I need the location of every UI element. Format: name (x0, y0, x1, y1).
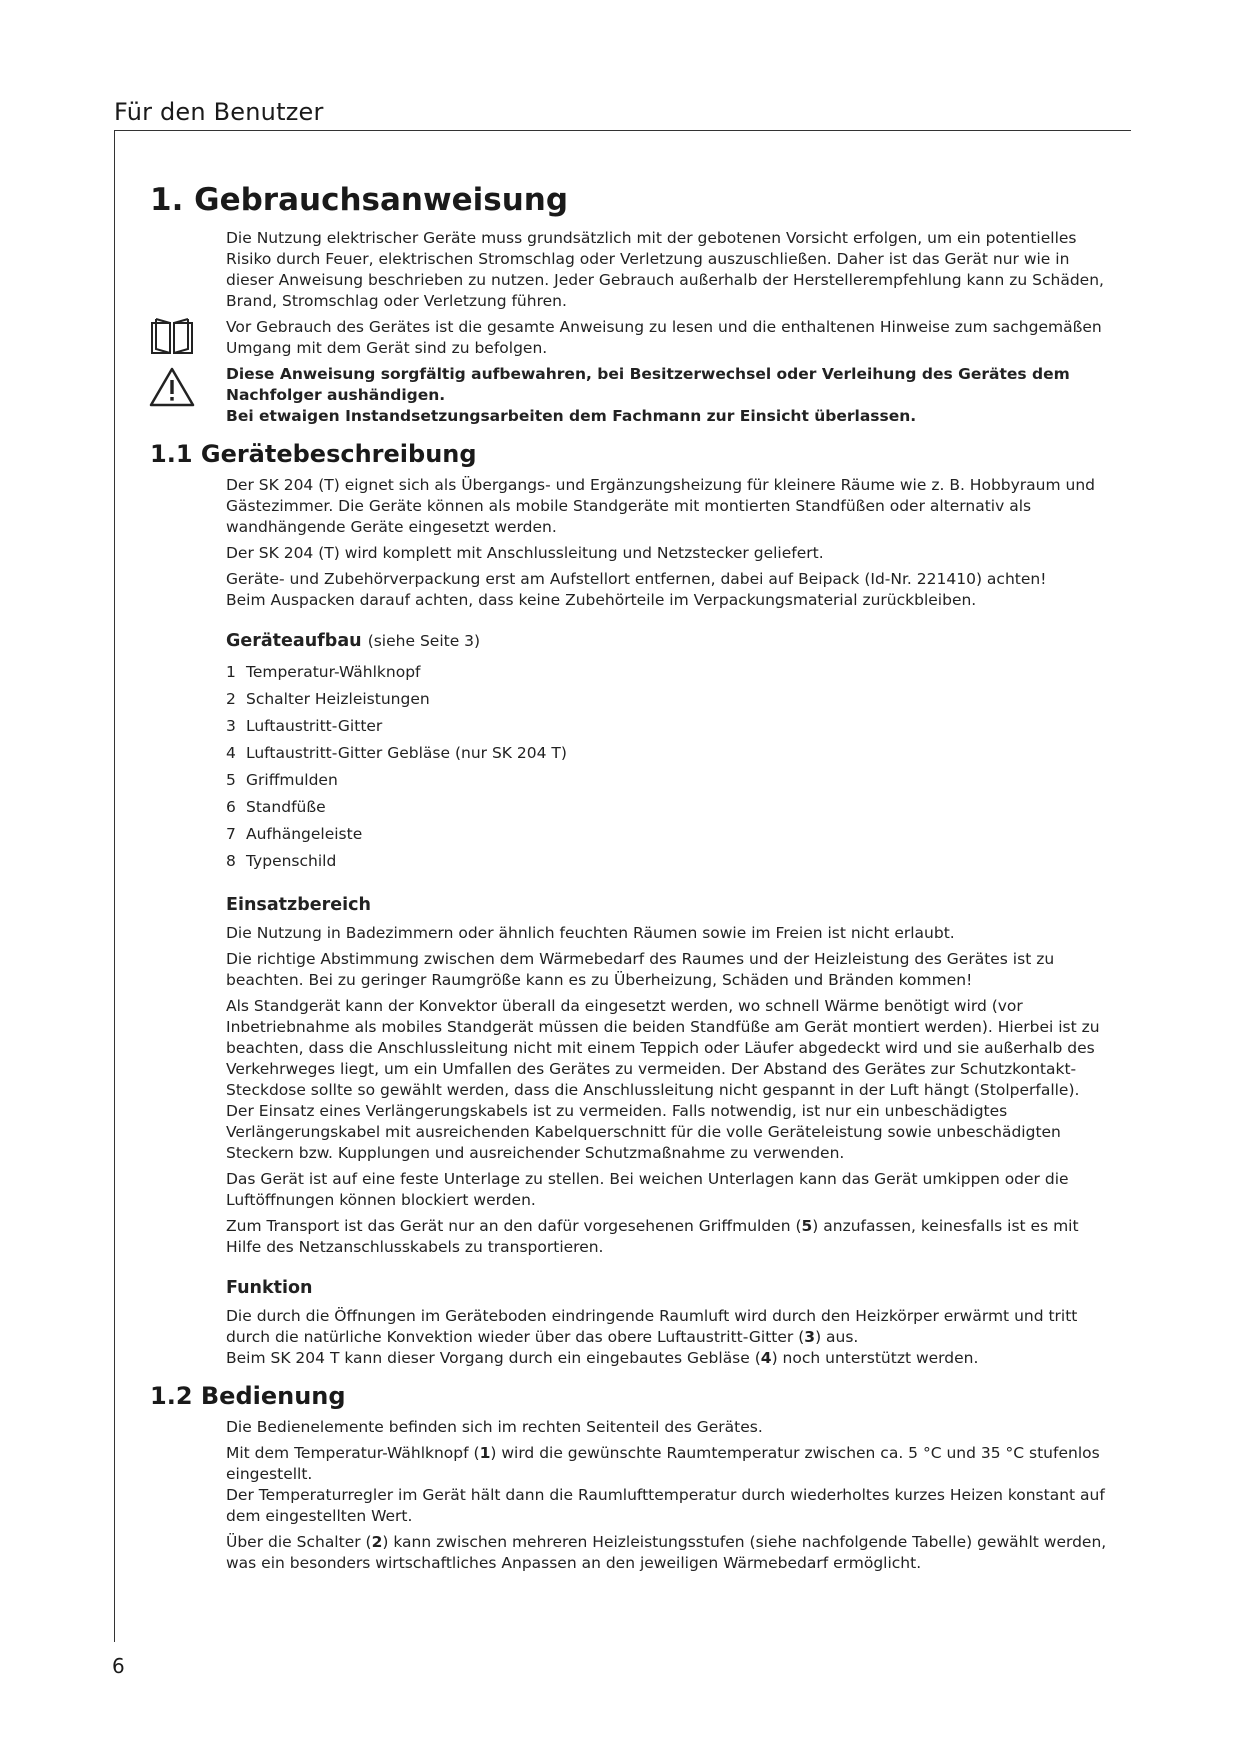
section-1-2-body (226, 1417, 1110, 1574)
page-number: 6 (112, 1654, 125, 1678)
device-structure-note: (siehe Seite 3) (367, 632, 481, 650)
unpacking-note: Geräte- und Zubehörverpackung erst am Aufstellort entfernen, dabei auf Beipack (Id-Nr. 221410) achten! (226, 570, 1047, 588)
list-item: 3 Luftaustritt-Gitter (226, 717, 383, 735)
list-item: 7 Aufhängeleiste (226, 825, 363, 843)
repair-notice-text: Bei etwaigen Instandsetzungsarbeiten dem Fachmann zur Einsicht überlassen. (226, 407, 917, 425)
warning-row (226, 364, 1110, 427)
list-item: 4 Luftaustritt-Gitter Gebläse (nur SK 204 T) (226, 744, 567, 762)
read-instructions-text: Vor Gebrauch des Gerätes ist die gesamte Anweisung zu lesen und die enthaltenen Hinweise zum sachgemäßen Umgang mit dem Gerät sind zu befolgen. (226, 318, 1102, 357)
usage-area-p4: Das Gerät ist auf eine feste Unterlage zu stellen. Bei weichen Unterlagen kann das Gerät umkippen oder die Luftöffnungen können blockiert werden. (226, 1170, 1069, 1209)
delivery-scope: Der SK 204 (T) wird komplett mit Anschlussleitung und Netzstecker geliefert. (226, 544, 824, 562)
operation-p1: Die Bedienelemente befinden sich im rechten Seitenteil des Gerätes. (226, 1418, 763, 1436)
list-item: 8 Typenschild (226, 852, 337, 870)
read-instructions-row (226, 317, 1110, 359)
open-book-icon (148, 317, 196, 359)
operation-p2: Mit dem Temperatur-Wählknopf (1) wird die gewünschte Raumtemperatur zwischen ca. 5 °C und 35 °C stufenlos eingestellt. (226, 1444, 1100, 1483)
warning-triangle-icon (148, 366, 196, 408)
list-item: 1 Temperatur-Wählknopf (226, 663, 421, 681)
device-structure-heading (226, 629, 1110, 653)
list-item: 2 Schalter Heizleistungen (226, 690, 430, 708)
list-item: 5 Griffmulden (226, 771, 338, 789)
operation-p4: Über die Schalter (2) kann zwischen mehreren Heizleistungsstufen (siehe nachfolgende Tabelle) gewählt werden, was ein besonders wirtschaftliches Anpassen an den jeweiligen Wärmebedarf ermöglicht. (226, 1533, 1107, 1572)
list-item: 6 Standfüße (226, 798, 326, 816)
device-description: Der SK 204 (T) eignet sich als Übergangs- und Ergänzungsheizung für kleinere Räume wie z. B. Hobbyraum und Gästezimmer. Die Geräte können als mobile Standgeräte mit montierten Standfüßen oder alternativ als wandhängende Geräte eingesetzt werden. (226, 476, 1095, 536)
device-structure-title: Geräteaufbau (226, 631, 362, 651)
section-1-2-heading: 1.2 Bedienung (150, 1382, 346, 1410)
function-p2: Beim SK 204 T kann dieser Vorgang durch ein eingebautes Gebläse (4) noch unterstützt werden. (226, 1349, 979, 1367)
usage-area-p3: Als Standgerät kann der Konvektor überall da eingesetzt werden, wo schnell Wärme benötigt wird (vor Inbetriebnahme als mobiles Standgerät müssen die beiden Standfüße am Gerät montiert werden). Hierbei ist zu beachten, dass die Anschlussleitung nicht mit einem Teppich oder Läufer abgedeckt wird und sie außerhalb des Verkehrweges liegt, um ein Umfallen des Gerätes zu vermeiden. Der Abstand des Gerätes zur Schutzkontakt-Steckdose sollte so gewählt werden, dass die Anschlussleitung nicht gespannt in der Luft hängt (Stolperfalle). Der Einsatz eines Verlängerungskabels ist zu vermeiden. Falls notwendig, ist nur ein unbeschädigtes Verlängerungskabel mit ausreichenden Kabelquerschnitt für die volle Geräteleistung sowie unbeschädigten Steckern bzw. Kupplungen und ausreichender Schutzmaßnahme zu verwenden. (226, 997, 1100, 1162)
usage-area-heading: Einsatzbereich (226, 895, 371, 915)
left-margin-rule (114, 130, 115, 1642)
function-heading: Funktion (226, 1278, 313, 1298)
operation-p3: Der Temperaturregler im Gerät hält dann die Raumlufttemperatur durch wiederholtes kurzes Heizen konstant auf dem eingestellten Wert. (226, 1486, 1105, 1525)
section-1-intro: Die Nutzung elektrischer Geräte muss grundsätzlich mit der gebotenen Vorsicht erfolgen, um ein potentielles Risiko durch Feuer, elektrischen Stromschlag oder Verletzung auszuschließen. Daher ist das Gerät nur wie in dieser Anweisung beschrieben zu nutzen. Jeder Gebrauch außerhalb der Herstellerempfehlung kann zu Schäden, Brand, Stromschlag oder Verletzung führen. (226, 229, 1104, 310)
function-p1: Die durch die Öffnungen im Geräteboden eindringende Raumluft wird durch den Heizkörper erwärmt und tritt durch die natürliche Konvektion wieder über das obere Luftaustritt-Gitter (3) aus. (226, 1307, 1078, 1346)
usage-area-p1: Die Nutzung in Badezimmern oder ähnlich feuchten Räumen sowie im Freien ist nicht erlaubt. (226, 924, 955, 942)
usage-area-p5: Zum Transport ist das Gerät nur an den dafür vorgesehenen Griffmulden (5) anzufassen, keinesfalls ist es mit Hilfe des Netzanschlusskabels zu transportieren. (226, 1217, 1079, 1256)
header-title: Für den Benutzer (114, 98, 324, 126)
unpacking-note-2: Beim Auspacken darauf achten, dass keine Zubehörteile im Verpackungsmaterial zurückbleiben. (226, 591, 977, 609)
parts-list (226, 659, 1110, 875)
usage-area-p2: Die richtige Abstimmung zwischen dem Wärmebedarf des Raumes und der Heizleistung des Gerätes ist zu beachten. Bei zu geringer Raumgröße kann es zu Überheizung, Schäden und Bränden kommen! (226, 950, 1055, 989)
keep-instructions-text: Diese Anweisung sorgfältig aufbewahren, bei Besitzerwechsel oder Verleihung des Gerätes dem Nachfolger aushändigen. (226, 365, 1070, 404)
header-rule (114, 130, 1131, 131)
section-1-heading: 1. Gebrauchsanweisung (150, 182, 569, 218)
section-1-1-body (226, 475, 1110, 1369)
page-content (150, 180, 1110, 1579)
section-1-1-heading: 1.1 Gerätebeschreibung (150, 440, 477, 468)
section-1-body (226, 228, 1110, 427)
